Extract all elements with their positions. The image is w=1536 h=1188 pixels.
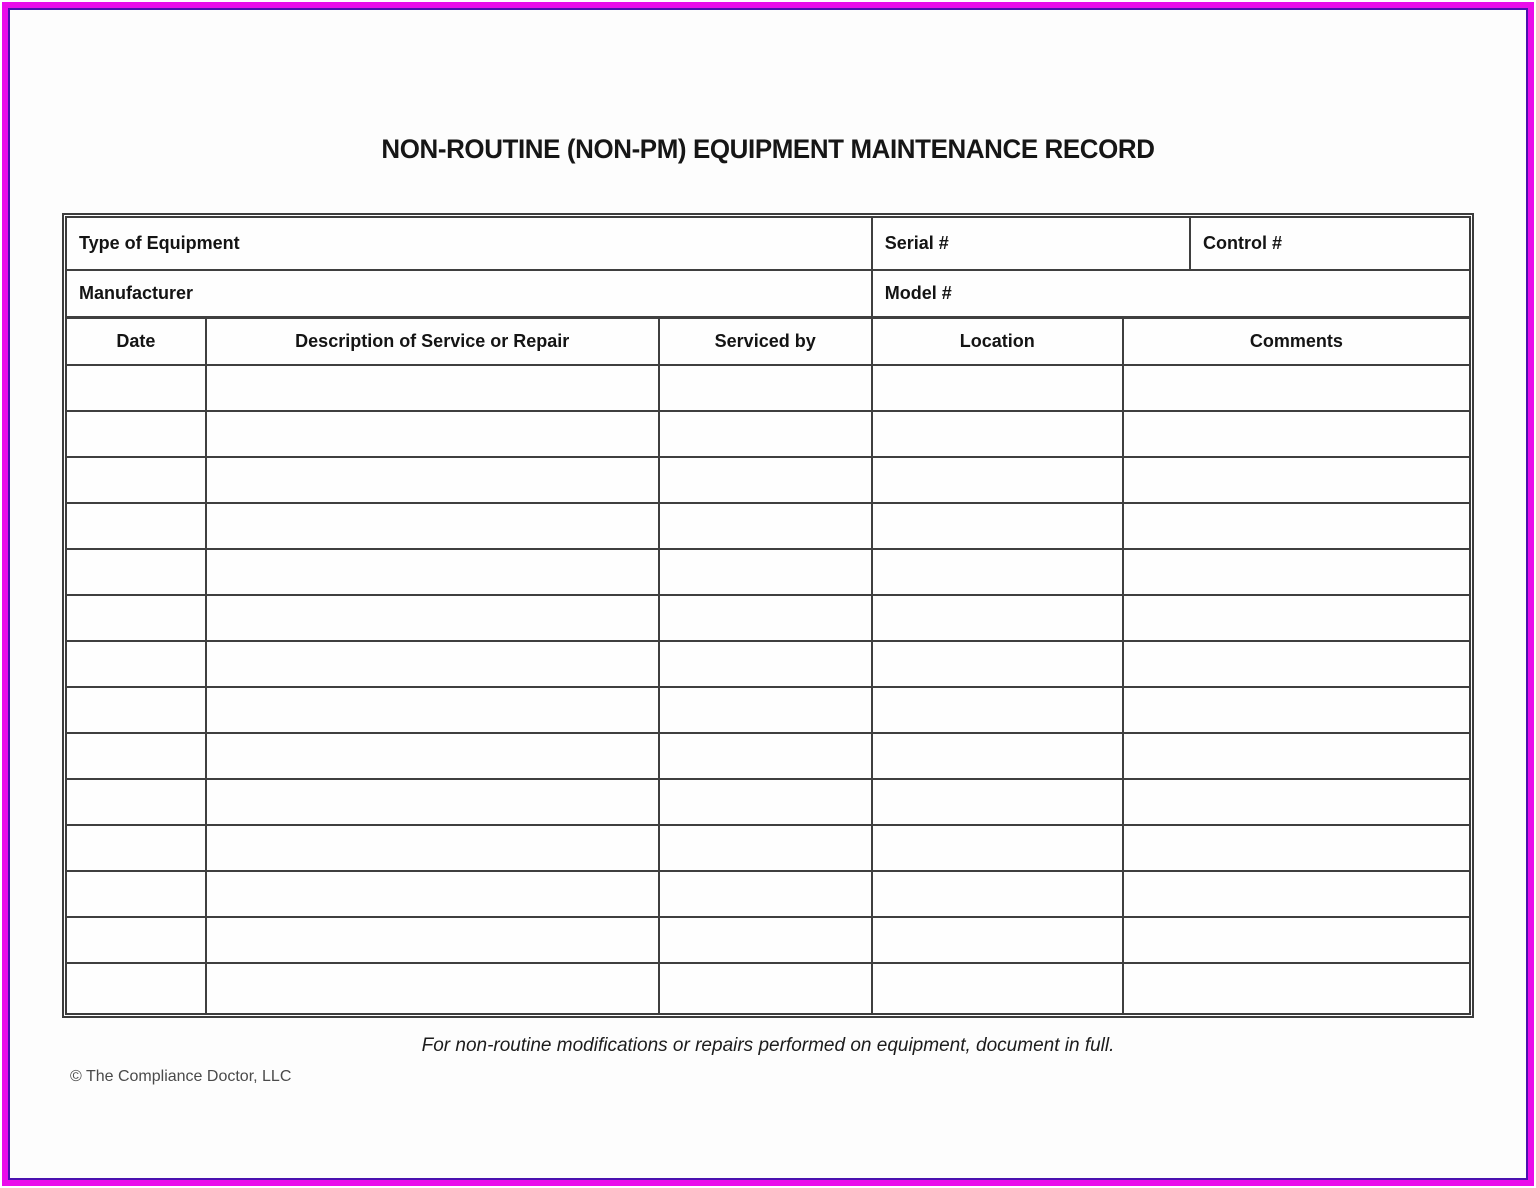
control-number-field: Control #: [1190, 218, 1469, 270]
table-row: [67, 218, 1469, 270]
empty-log-cell: [1123, 641, 1469, 687]
empty-log-cell: [659, 595, 872, 641]
table-row: [67, 733, 1469, 779]
log-table-body: [67, 365, 1469, 1013]
empty-log-cell: [872, 963, 1123, 1013]
empty-log-cell: [659, 641, 872, 687]
empty-log-cell: [1123, 963, 1469, 1013]
empty-log-cell: [872, 595, 1123, 641]
empty-log-cell: [206, 733, 659, 779]
empty-log-cell: [206, 779, 659, 825]
table-row: [67, 641, 1469, 687]
empty-log-cell: [872, 411, 1123, 457]
empty-log-cell: [1123, 549, 1469, 595]
table-row: [67, 779, 1469, 825]
table-row: [67, 457, 1469, 503]
table-row: [67, 270, 1469, 317]
type-of-equipment-field: Type of Equipment: [67, 218, 872, 270]
empty-log-cell: [67, 365, 206, 411]
empty-log-cell: [206, 917, 659, 963]
empty-log-cell: [659, 457, 872, 503]
table-row: [67, 825, 1469, 871]
empty-log-cell: [872, 733, 1123, 779]
empty-log-cell: [206, 825, 659, 871]
empty-log-cell: [1123, 365, 1469, 411]
empty-log-cell: [67, 503, 206, 549]
copyright-notice: © The Compliance Doctor, LLC: [70, 1067, 292, 1085]
empty-log-cell: [659, 825, 872, 871]
empty-log-cell: [67, 687, 206, 733]
empty-log-cell: [206, 963, 659, 1013]
manufacturer-field: Manufacturer: [67, 270, 872, 317]
empty-log-cell: [1123, 411, 1469, 457]
table-row: [67, 365, 1469, 411]
table-row: [67, 917, 1469, 963]
table-row: [67, 411, 1469, 457]
empty-log-cell: [206, 411, 659, 457]
empty-log-cell: [206, 549, 659, 595]
empty-log-cell: [67, 411, 206, 457]
column-header-serviced-by: Serviced by: [659, 319, 872, 365]
empty-log-cell: [659, 365, 872, 411]
empty-log-cell: [67, 825, 206, 871]
empty-log-cell: [206, 641, 659, 687]
empty-log-cell: [1123, 733, 1469, 779]
empty-log-cell: [872, 365, 1123, 411]
magenta-border-frame: [2, 2, 1534, 1186]
empty-log-cell: [67, 963, 206, 1013]
column-header-row: [67, 319, 1469, 365]
empty-log-cell: [67, 733, 206, 779]
empty-log-cell: [67, 595, 206, 641]
table-row: [67, 503, 1469, 549]
empty-log-cell: [206, 457, 659, 503]
empty-log-cell: [872, 871, 1123, 917]
table-row: [67, 963, 1469, 1013]
empty-log-cell: [206, 503, 659, 549]
empty-log-cell: [872, 779, 1123, 825]
empty-log-cell: [659, 503, 872, 549]
empty-log-cell: [659, 411, 872, 457]
empty-log-cell: [872, 549, 1123, 595]
empty-log-cell: [67, 871, 206, 917]
empty-log-cell: [872, 825, 1123, 871]
empty-log-cell: [872, 641, 1123, 687]
empty-log-cell: [1123, 825, 1469, 871]
page-title: NON-ROUTINE (NON-PM) EQUIPMENT MAINTENANCE RECORD: [381, 134, 1155, 164]
empty-log-cell: [872, 917, 1123, 963]
empty-log-cell: [206, 871, 659, 917]
column-header-comments: Comments: [1123, 319, 1469, 365]
empty-log-cell: [67, 779, 206, 825]
empty-log-cell: [206, 595, 659, 641]
empty-log-cell: [872, 503, 1123, 549]
table-row: [67, 595, 1469, 641]
maintenance-record-table: [62, 213, 1474, 1018]
table-row: [67, 549, 1469, 595]
empty-log-cell: [659, 963, 872, 1013]
empty-log-cell: [659, 871, 872, 917]
empty-log-cell: [659, 779, 872, 825]
column-header-date: Date: [67, 319, 206, 365]
model-number-field: Model #: [872, 270, 1469, 317]
empty-log-cell: [206, 687, 659, 733]
empty-log-cell: [1123, 457, 1469, 503]
empty-log-cell: [206, 365, 659, 411]
empty-log-cell: [872, 457, 1123, 503]
empty-log-cell: [659, 917, 872, 963]
empty-log-cell: [659, 687, 872, 733]
service-log-table: [67, 319, 1469, 1013]
empty-log-cell: [1123, 871, 1469, 917]
column-header-description: Description of Service or Repair: [206, 319, 659, 365]
empty-log-cell: [1123, 595, 1469, 641]
table-row: [67, 871, 1469, 917]
column-header-location: Location: [872, 319, 1123, 365]
empty-log-cell: [67, 549, 206, 595]
empty-log-cell: [67, 917, 206, 963]
empty-log-cell: [67, 457, 206, 503]
document-page: [8, 8, 1528, 1180]
serial-number-field: Serial #: [872, 218, 1190, 270]
empty-log-cell: [1123, 687, 1469, 733]
footer-instruction: For non-routine modifications or repairs performed on equipment, document in full.: [421, 1034, 1115, 1056]
empty-log-cell: [872, 687, 1123, 733]
table-row: [67, 687, 1469, 733]
empty-log-cell: [659, 733, 872, 779]
empty-log-cell: [67, 641, 206, 687]
equipment-info-table: [67, 218, 1469, 319]
empty-log-cell: [1123, 917, 1469, 963]
empty-log-cell: [659, 549, 872, 595]
empty-log-cell: [1123, 503, 1469, 549]
empty-log-cell: [1123, 779, 1469, 825]
